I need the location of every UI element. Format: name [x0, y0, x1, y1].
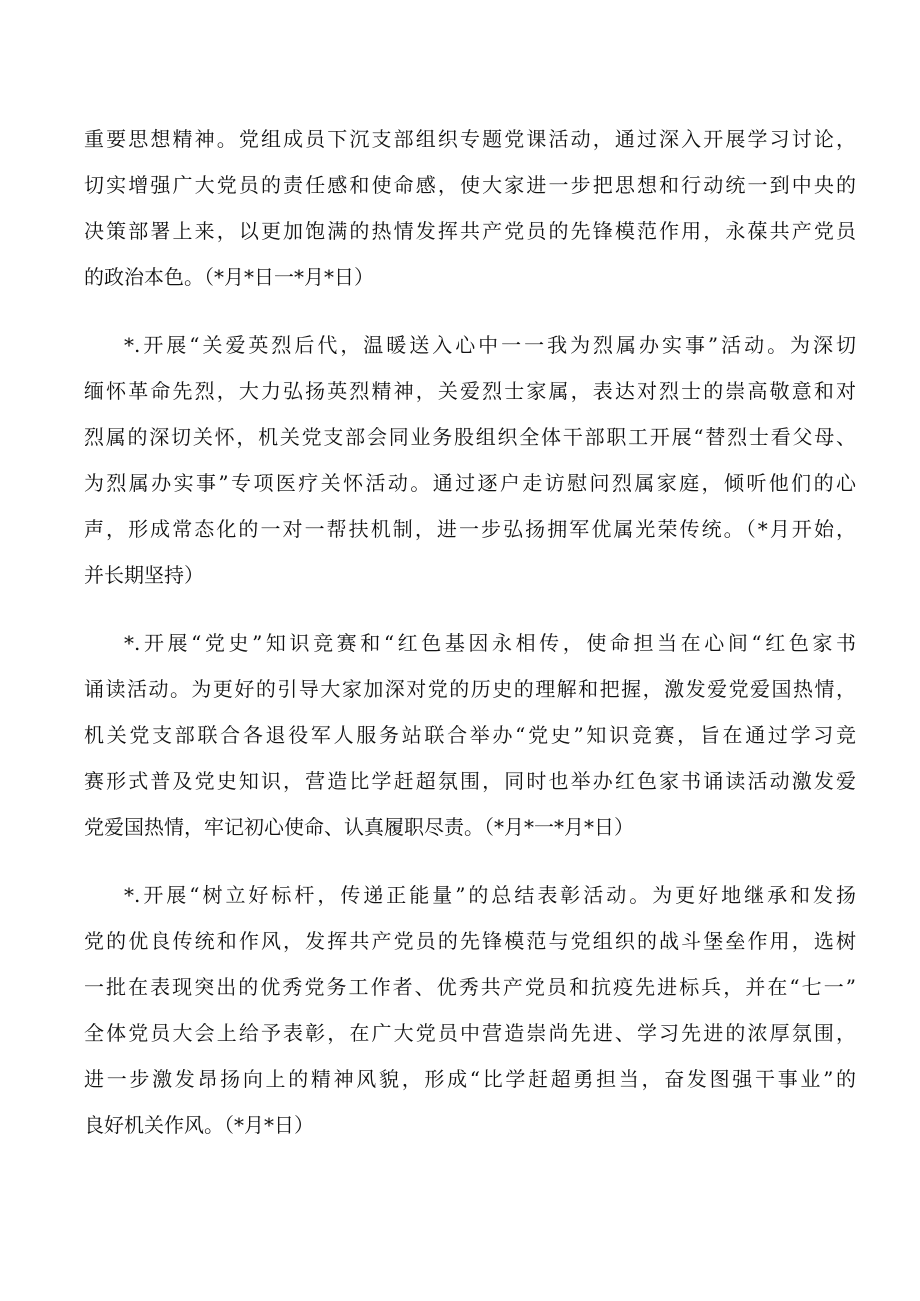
text-line: 的政治本色。（*月*日一*月*日） [84, 265, 374, 289]
text-line: 为烈属办实事”专项医疗关怀活动。通过逐户走访慰问烈属家庭，倾听他们的心 [84, 471, 856, 495]
text-line: 一批在表现突出的优秀党务工作者、优秀共产党员和抗疫先进标兵，并在“七一” [84, 975, 856, 999]
text-line: 并长期坚持） [84, 563, 204, 587]
document-body [84, 116, 856, 1170]
paragraph-2 [84, 322, 856, 598]
text-line: 切实增强广大党员的责任感和使命感，使大家进一步把思想和行动统一到中央的 [84, 173, 856, 197]
text-line: 诵读活动。为更好的引导大家加深对党的历史的理解和把握，激发爱党爱国热情， [84, 677, 856, 701]
paragraph-1 [84, 116, 856, 300]
text-line: 决策部署上来，以更加饱满的热情发挥共产党员的先锋模范作用，永葆共产党员 [84, 219, 856, 243]
text-line: 全体党员大会上给予表彰，在广大党员中营造崇尚先进、学习先进的浓厚氛围， [84, 1021, 856, 1045]
text-line: *.开展“党史”知识竞赛和“红色基因永相传，使命担当在心间“红色家书 [124, 631, 856, 655]
text-line: *.开展“树立好标杆，传递正能量”的总结表彰活动。为更好地继承和发扬 [124, 883, 856, 907]
text-line: 赛形式普及党史知识，营造比学赶超氛围，同时也举办红色家书诵读活动激发爱 [84, 769, 856, 793]
paragraph-4 [84, 872, 856, 1148]
text-line: *.开展“关爱英烈后代，温暖送入心中一一我为烈属办实事”活动。为深切 [124, 333, 856, 357]
text-line: 烈属的深切关怀，机关党支部会同业务股组织全体干部职工开展“替烈士看父母、 [84, 425, 856, 449]
text-line: 重要思想精神。党组成员下沉支部组织专题党课活动，通过深入开展学习讨论， [84, 127, 856, 151]
paragraph-3 [84, 620, 856, 850]
text-line: 党的优良传统和作风，发挥共产党员的先锋模范与党组织的战斗堡垒作用，选树 [84, 929, 856, 953]
text-line: 声，形成常态化的一对一帮扶机制，进一步弘扬拥军优属光荣传统。（*月开始， [84, 517, 856, 541]
text-line: 良好机关作风。（*月*日） [84, 1113, 314, 1137]
text-line: 机关党支部联合各退役军人服务站联合举办“党史”知识竞赛，旨在通过学习竞 [84, 723, 856, 747]
text-line: 缅怀革命先烈，大力弘扬英烈精神，关爱烈士家属，表达对烈士的崇高敬意和对 [84, 379, 856, 403]
text-line: 党爱国热情，牢记初心使命、认真履职尽责。（*月*一*月*日） [84, 815, 634, 839]
text-line: 进一步激发昂扬向上的精神风貌，形成“比学赶超勇担当，奋发图强干事业”的 [84, 1067, 856, 1091]
